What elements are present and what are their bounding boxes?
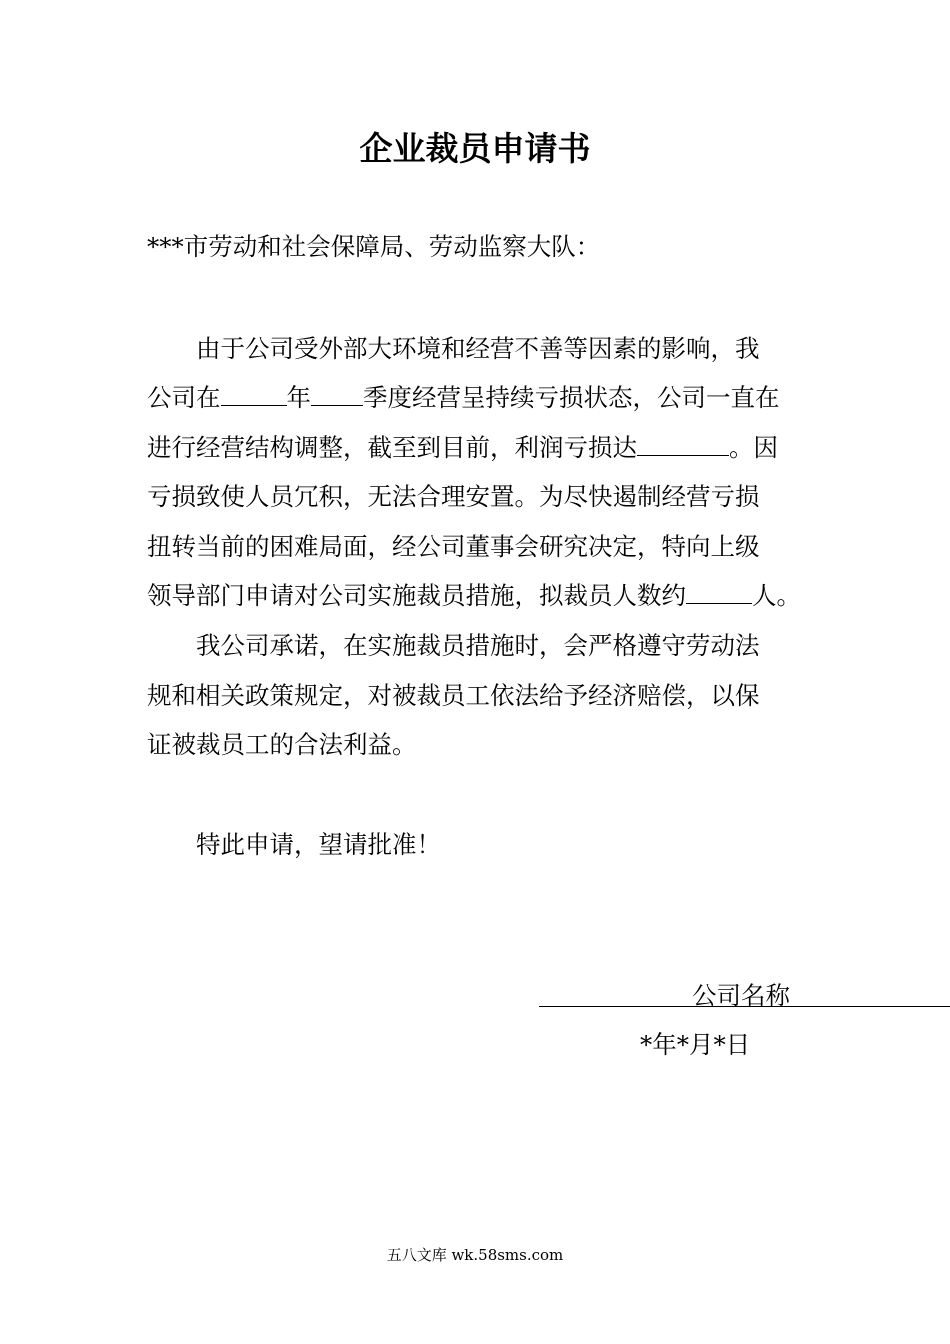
signature-company-name: 公司名称 — [692, 981, 790, 1010]
loss-amount-blank — [637, 431, 729, 456]
salutation: ***市劳动和社会保障局、劳动监察大队： — [147, 232, 601, 261]
document-title: 企业裁员申请书 — [359, 129, 591, 168]
signature-date: *年*月*日 — [640, 1030, 751, 1059]
body-line — [147, 578, 801, 614]
quarter-blank — [311, 381, 363, 406]
closing-line: 特此申请，望请批准！ — [196, 830, 441, 859]
year-blank — [221, 381, 287, 406]
body-text: 人。 — [752, 581, 801, 610]
body-line: 扭转当前的困难局面，经公司董事会研究决定，特向上级 — [147, 532, 760, 561]
headcount-blank — [686, 579, 752, 604]
body-text: 年 — [286, 383, 311, 412]
body-line — [147, 430, 778, 466]
body-line — [147, 380, 780, 416]
body-text: 。因 — [729, 433, 778, 462]
body-text: 季度经营呈持续亏损状态，公司一直在 — [363, 383, 780, 412]
page-footer: 五八文库 wk.58sms.com — [386, 1246, 564, 1264]
body-text: 领导部门申请对公司实施裁员措施，拟裁员人数约 — [147, 581, 686, 610]
body-line: 证被裁员工的合法利益。 — [147, 730, 417, 759]
body-line: 由于公司受外部大环境和经营不善等因素的影响，我 — [196, 334, 760, 363]
body-text: 公司在 — [147, 383, 221, 412]
body-line: 规和相关政策规定，对被裁员工依法给予经济赔偿，以保 — [147, 681, 760, 710]
body-text: 进行经营结构调整，截至到目前，利润亏损达 — [147, 433, 637, 462]
signature-underline — [539, 1006, 950, 1007]
body-line: 我公司承诺，在实施裁员措施时，会严格遵守劳动法 — [196, 631, 760, 660]
body-line: 亏损致使人员冗积，无法合理安置。为尽快遏制经营亏损 — [147, 482, 760, 511]
